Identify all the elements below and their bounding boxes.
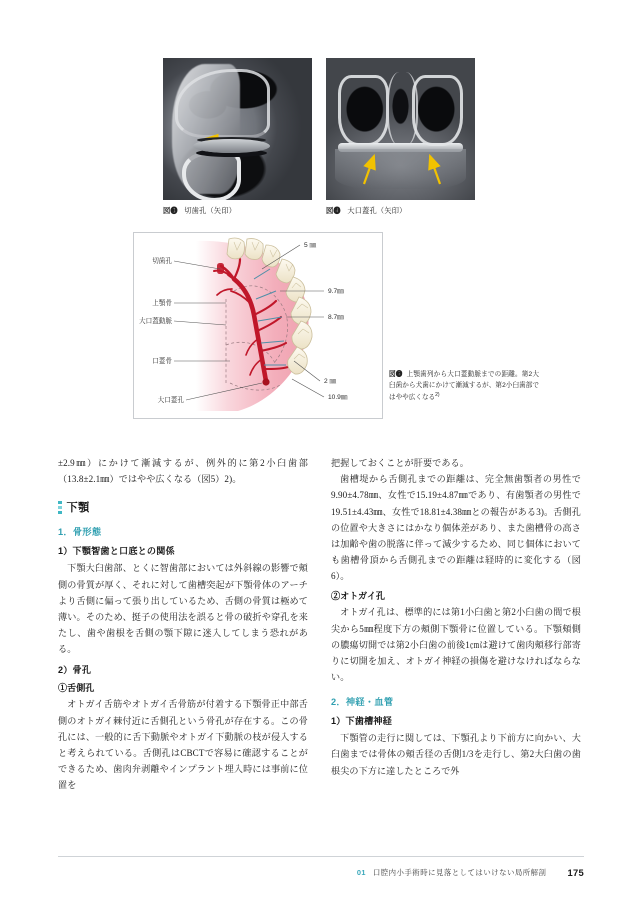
greater-palatine-foramen-marker [262,378,269,385]
figure-4 [326,58,475,216]
footer-page-number: 175 [567,866,584,878]
page-footer [58,856,584,883]
section-bullet-icon [58,501,62,515]
figure-3 [163,58,312,216]
sagittal-ct-image [163,58,312,200]
section-heading-mandible [58,499,308,515]
footer-chapter-number: 01 [356,867,366,877]
arrow-greater-palatine-right [430,156,440,184]
heading-lingual-foramen: ①舌側孔 [58,683,95,694]
diagram-label-palatine-bone: 口蓋骨 [152,358,172,365]
diagram-measurement-5mm: 5 ㎜ [304,242,317,249]
diagram-measurement-2mm: 2 ㎜ [324,378,337,385]
arrow-incisive-foramen [205,139,245,143]
diagram-label-greater-palatine-foramen: 大口蓋孔 [157,397,184,404]
greater-palatine-arrow-overlay [326,58,475,200]
diagram-label-incisive-foramen: 切歯孔 [152,258,172,265]
diagram-measurement-8-7mm: 8.7㎜ [328,314,344,321]
heading-nerves-vessels: 2．神経・血管 [331,697,394,708]
incisive-foramen-arrow-overlay [163,58,312,200]
coronal-ct-image [326,58,475,200]
figure-5-number: 図❺ [389,371,403,378]
figure-5-reference: 2) [435,392,440,399]
right-column [331,455,581,793]
section-heading-label: 下顎 [66,502,90,515]
body-columns [58,455,581,793]
diagram-measurement-10-9mm: 10.9㎜ [328,394,348,401]
heading-bone-foramen: 2）骨孔 [58,665,92,676]
left-column [58,455,308,793]
footer-chapter-title: 口腔内小手術時に見落としてはいけない局所解剖 [372,867,547,877]
diagram-svg [134,233,382,418]
paragraph-lingual-foramen-continued: 把握しておくことが肝要である。 [331,458,469,468]
heading-mental-foramen: ②オトガイ孔 [331,591,386,602]
diagram-label-greater-palatine-artery: 大口蓋動脈 [139,318,172,325]
heading-wisdom-tooth-floor-relation: 1）下顎智歯と口底との関係 [58,546,175,557]
figure-5-caption-text: 上顎歯列から大口蓋動脈までの距離。第2大臼歯から犬歯にかけて漸減するが、第2小臼歯部ではやや広くなる [389,371,540,402]
figure-4-caption [326,206,475,216]
figure-4-caption-text: 大口蓋孔（矢印） [347,206,407,215]
paragraph-bone-morphology: 下顎大臼歯部、とくに智歯部においては外斜線の影響で頰側の骨質が厚く、それに対して歯槽突起が下顎骨体のアーチより舌側に偏って張り出しているため、舌側の骨質は極めて薄い。そのため、挺子の使用法を誤ると骨の破折や穿孔を来たし、歯や歯根を舌側の顎下隙に迷入してしまう恐れがある。 [58,563,308,655]
heading-bone-morphology: 1．骨形態 [58,527,102,538]
figure-4-number: 図❹ [326,206,341,215]
heading-inferior-alveolar-nerve: 1）下歯槽神経 [331,716,393,727]
paragraph-lingual-foramen: オトガイ舌筋やオトガイ舌骨筋が付着する下顎骨正中部舌側のオトガイ棘付近に舌側孔という骨孔が存在する。この骨孔には、一般的に舌下動脈やオトガイ下動脈の枝が侵入すると考えられている。舌側孔はCBCTで容易に確認することができるため、歯肉弁剥離やインプラント埋入時には事前に位置を [58,699,308,791]
ct-figure-row [163,58,475,216]
figure-3-caption [163,206,312,216]
palatal-anatomy-diagram [133,232,383,419]
paragraph-mental-foramen: オトガイ孔は、標準的には第1小臼歯と第2小臼歯の間で根尖から5㎜程度下方の頰側下顎骨に位置している。下顎頰側の膿瘍切開では第2小臼歯の前後1㎝は避けて歯肉頰移行部寄りに切開を加え、オトガイ神経の損傷を避けなければならない。 [331,607,581,683]
figure-3-caption-text: 切歯孔（矢印） [184,206,237,215]
arrow-greater-palatine-left [364,156,374,184]
paragraph-inferior-alveolar-nerve: 下顎管の走行に関しては、下顎孔より下前方に向かい、大臼歯までは骨体の頰舌径の舌側1/3を走行し、第2大臼歯の歯根尖の下方に達したところで外 [331,733,581,776]
figure-5-caption [389,370,539,404]
paragraph-continued: ±2.9㎜）にかけて漸減するが、例外的に第2小臼歯部（13.8±2.1㎜）ではやや広くなる（図5）2)。 [58,458,308,485]
diagram-label-maxilla: 上顎骨 [152,300,172,307]
diagram-measurement-9-7mm: 9.7㎜ [328,288,344,295]
figure-3-number: 図❸ [163,206,178,215]
paragraph-lingual-foramen-distance: 歯槽堤から舌側孔までの距離は、完全無歯顎者の男性で9.90±4.78㎜、女性で15.19±4.87㎜であり、有歯顎者の男性で19.51±4.43㎜、女性で18.81±4.38㎜との報告がある3)。舌側孔の位置や大きさにはかなり個体差があり、また歯槽骨の高さは加齢や歯の脱落に伴って減少するため、同じ個体においても歯槽骨頂から舌側孔までの距離は経時的に変化する（図6）。 [331,474,581,582]
